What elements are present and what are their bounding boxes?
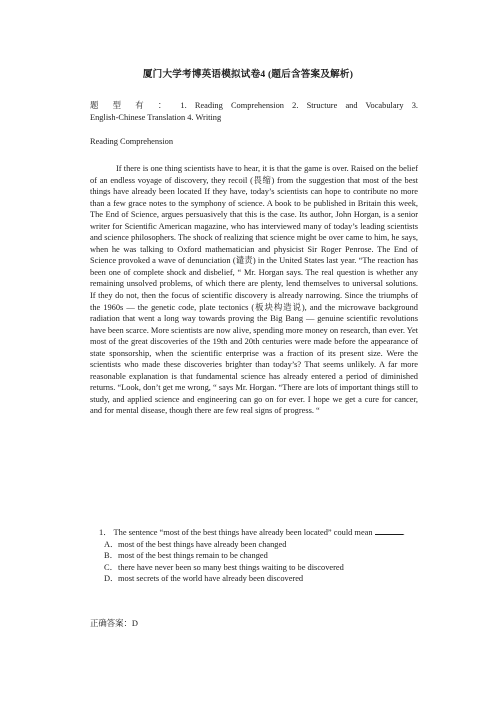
question-number: 1． xyxy=(99,528,112,537)
question-types-line-2: English-Chinese Translation 4. Writing xyxy=(90,112,222,122)
option-text: most of the best things remain to be changed xyxy=(118,551,268,561)
option-d[interactable] xyxy=(104,573,418,585)
option-letter: D． xyxy=(104,574,119,584)
option-b[interactable] xyxy=(104,550,418,562)
option-list xyxy=(90,539,418,585)
question-types xyxy=(90,100,418,123)
question-types-line-1: 题 型 有 ： 1. Reading Comprehension 2. Structure and Vocabulary 3. xyxy=(90,101,418,110)
answer-blank xyxy=(375,527,403,535)
option-c[interactable] xyxy=(104,562,418,574)
option-letter: B． xyxy=(104,551,118,561)
option-text: most of the best things have already been changed xyxy=(118,539,287,549)
question-stem xyxy=(90,527,418,539)
option-letter: C． xyxy=(104,562,118,572)
option-letter: A． xyxy=(104,539,119,549)
option-text: most secrets of the world have already been discovered xyxy=(118,574,304,584)
reading-passage: If there is one thing scientists have to hear, it is that the game is over. Raised on the belief of an endless voyage of discovery, they recoil (畏缩) from the suggestion that most of the best things have already been located If they have, today’s scientists can hope to contribute no more than a few grace notes to the symphony of science. A book to be published in Britain this week, The End of Science, argues persuasively that this is the case. Its author, John Horgan, is a senior writer for Scientific American magazine, who has interviewed many of today’s leading scientists and science philosophers. The shock of realizing that science might be over came to him, he says, when he was talking to Oxford mathematician and physicist Sir Roger Penrose. The End of Science provoked a wave of denunciation (谴责) in the United States last year. “The reaction has been one of complete shock and disbelief, “ Mr. Horgan says. The real question is whether any remaining unsolved problems, of which there are plenty, lend themselves to universal solutions. If they do not, then the focus of scientific discovery is already narrowing. Since the triumphs of the 1960s — the genetic code, plate tectonics (板块构造说), and the microwave background radiation that went a long way towards proving the Big Bang — genuine scientific revolutions have been scarce. More scientists are now alive, spending more money on research, than ever. Yet most of the great discoveries of the 19th and 20th centuries were made before the appearance of state sponsorship, when the scientific enterprise was a fraction of its present size. Were the scientists who made these discoveries brighter than today’s? That seems unlikely. A far more reasonable explanation is that fundamental science has already entered a period of diminished returns. “Look, don’t get me wrong, “ says Mr. Horgan. “There are lots of important things still to study, and applied science and engineering can go on for ever. I hope we get a cure for cancer, and for mental disease, though there are few real signs of progress. “ xyxy=(90,164,418,416)
question-1 xyxy=(90,527,418,585)
option-a[interactable] xyxy=(104,539,418,551)
section-heading: Reading Comprehension xyxy=(90,137,174,146)
question-stem-text: The sentence “most of the best things have already been located” could mean xyxy=(113,528,373,537)
question-stem-end: . xyxy=(402,528,405,537)
correct-answer: 正确答案：D xyxy=(90,619,138,628)
option-text: there have never been so many best things waiting to be discovered xyxy=(118,562,344,572)
page-title: 厦门大学考博英语模拟试卷4 (题后含答案及解析) xyxy=(142,69,354,80)
